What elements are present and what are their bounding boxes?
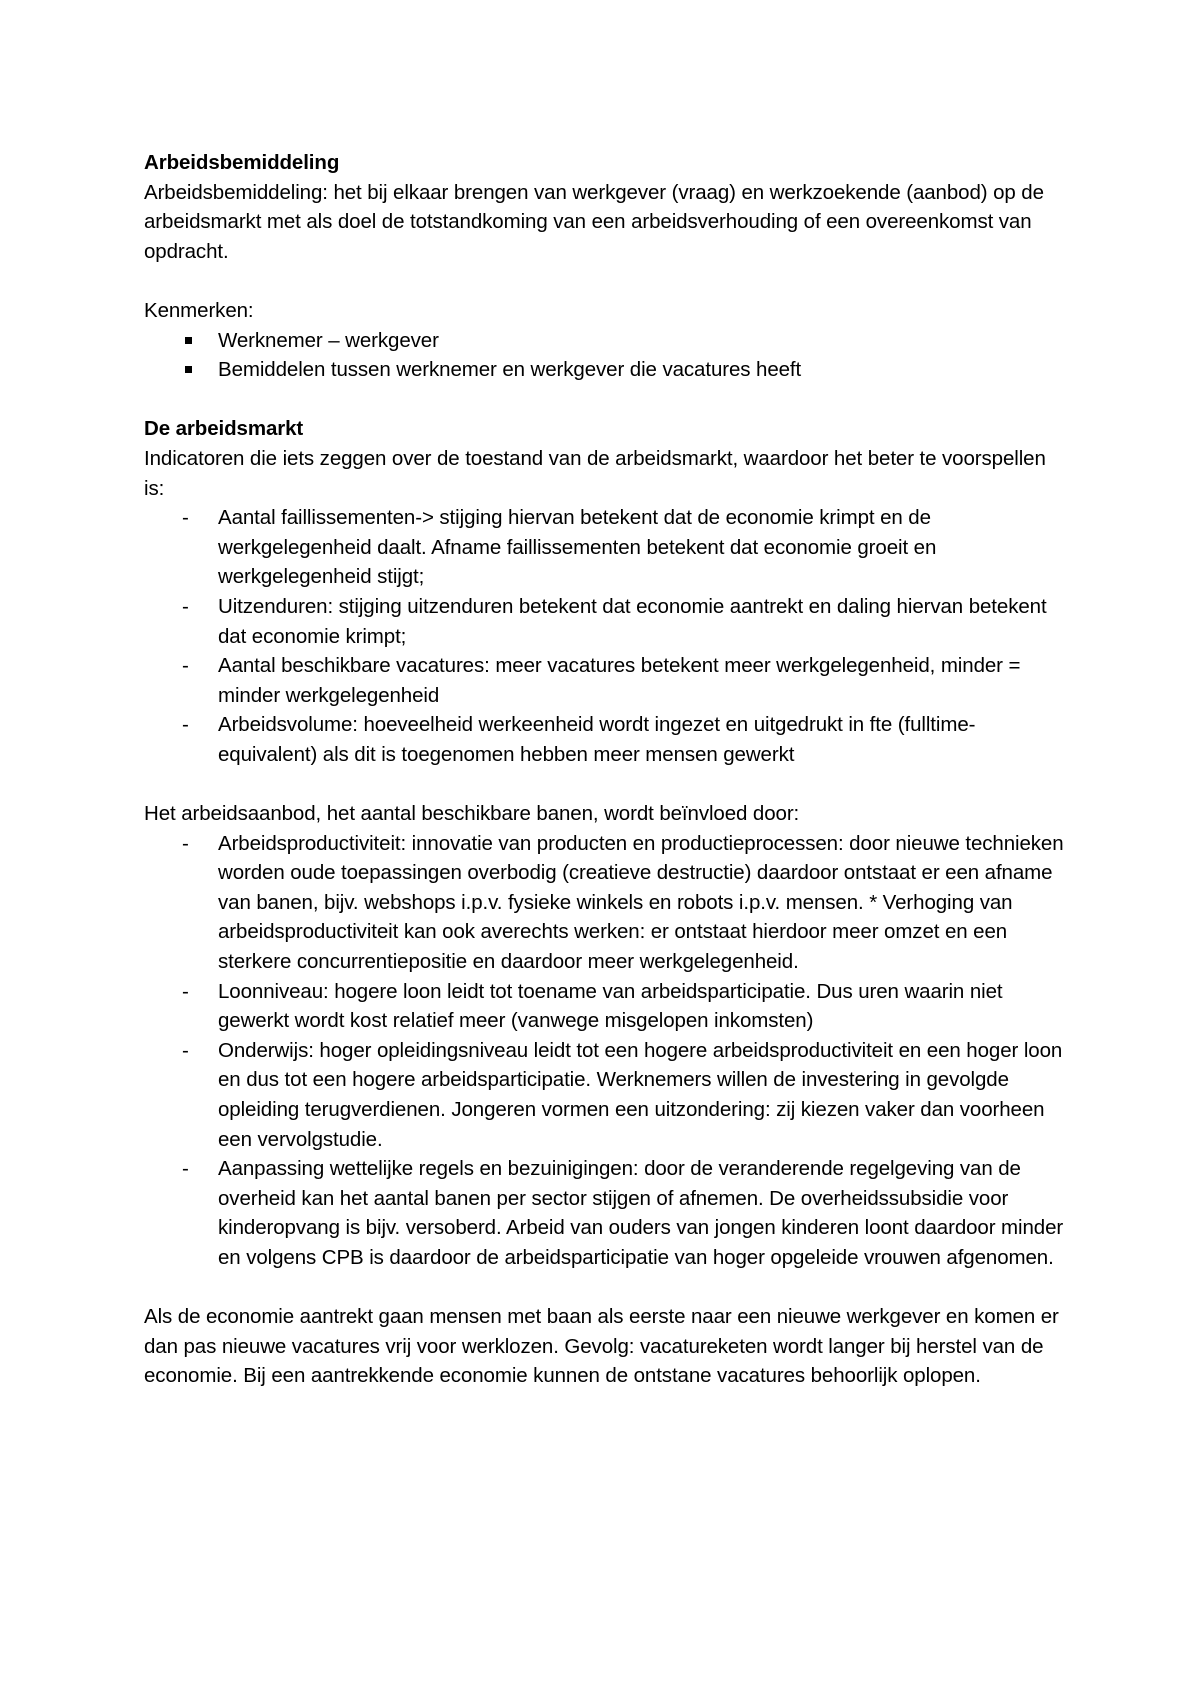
- list-item-text: Bemiddelen tussen werknemer en werkgever die vacatures heeft: [218, 358, 802, 382]
- kenmerken-label: Kenmerken:: [144, 298, 254, 322]
- dash-bullet: -: [182, 713, 189, 737]
- list-item-text: Uitzenduren: stijging uitzenduren betekent dat economie aantrekt en daling hiervan betekent dat economie krimpt;: [218, 594, 1047, 648]
- dash-bullet: -: [182, 1038, 189, 1062]
- list-item: [144, 326, 1064, 356]
- list-item-text: Loonniveau: hogere loon leidt tot toename van arbeidsparticipatie. Dus uren waarin niet gewerkt wordt kost relatief meer (vanwege misgelopen inkomsten): [218, 979, 1003, 1033]
- spacer: [144, 266, 1064, 296]
- definition-paragraph: Arbeidsbemiddeling: het bij elkaar brengen van werkgever (vraag) en werkzoekende (aanbod) op de arbeidsmarkt met als doel de totstandkoming van een arbeidsverhouding of een overeenkomst van opdracht.: [144, 180, 1044, 263]
- list-item-text: Werknemer – werkgever: [218, 328, 439, 352]
- list-item: [144, 503, 1064, 592]
- spacer: [144, 1273, 1064, 1303]
- list-item-text: Aantal beschikbare vacatures: meer vacatures betekent meer werkgelegenheid, minder = minder werkgelegenheid: [218, 654, 1021, 707]
- dash-bullet: -: [182, 831, 189, 855]
- dash-bullet: -: [182, 506, 189, 530]
- list-item-text: Aantal faillissementen-> stijging hiervan betekent dat de economie krimpt en de werkgelegenheid daalt. Afname faillissementen betekent dat economie groeit en werkgelegenheid stijgt;: [218, 506, 937, 589]
- square-bullet-icon: [185, 337, 192, 344]
- indicators-intro: Indicatoren die iets zeggen over de toestand van de arbeidsmarkt, waardoor het beter te voorspellen is:: [144, 446, 1046, 500]
- section-heading-arbeidsmarkt: De arbeidsmarkt: [144, 417, 304, 441]
- list-item: [144, 1036, 1064, 1154]
- list-item: [144, 592, 1064, 651]
- conclusion-paragraph: Als de economie aantrekt gaan mensen met baan als eerste naar een nieuwe werkgever en komen er dan pas nieuwe vacatures vrij voor werklozen. Gevolg: vacatureketen wordt langer bij herstel van de economie. Bij een aantrekkende economie kunnen de ontstane vacatures behoorlijk oplopen.: [144, 1305, 1059, 1388]
- dash-bullet: -: [182, 594, 189, 618]
- list-item: [144, 710, 1064, 769]
- list-item-text: Arbeidsproductiviteit: innovatie van producten en productieprocessen: door nieuwe technieken worden oude toepassingen overbodig (creatieve destructie) daardoor ontstaat er een afname van banen, bijv. webshops i.p.v. fysieke winkels en robots i.p.v. mensen. * Verhoging van arbeidsproductiviteit kan ook averechts werken: er ontstaat hierdoor meer omzet en een sterkere concurrentiepositie en daardoor meer werkgelegenheid.: [218, 831, 1064, 974]
- indicators-list: [144, 503, 1064, 769]
- spacer: [144, 385, 1064, 415]
- kenmerken-list: [144, 326, 1064, 385]
- list-item: [144, 829, 1064, 977]
- section-heading-arbeidsbemiddeling: Arbeidsbemiddeling: [144, 151, 340, 174]
- dash-bullet: -: [182, 654, 189, 678]
- list-item: [144, 977, 1064, 1036]
- square-bullet-icon: [185, 366, 192, 373]
- list-item: [144, 651, 1064, 710]
- document-page: [144, 148, 1064, 1391]
- list-item: [144, 355, 1064, 385]
- list-item-text: Aanpassing wettelijke regels en bezuinigingen: door de veranderende regelgeving van de overheid kan het aantal banen per sector stijgen of afnemen. De overheidssubsidie voor kinderopvang is bijv. versoberd. Arbeid van ouders van jongen kinderen loont daardoor minder en volgens CPB is daardoor de arbeidsparticipatie van hoger opgeleide vrouwen afgenomen.: [218, 1157, 1064, 1269]
- factors-list: [144, 829, 1064, 1273]
- list-item-text: Onderwijs: hoger opleidingsniveau leidt tot een hogere arbeidsproductiviteit en een hoger loon en dus tot een hogere arbeidsparticipatie. Werknemers willen de investering in gevolgde opleiding terugverdienen. Jongeren vormen een uitzondering: zij kiezen vaker dan voorheen een vervolgstudie.: [218, 1038, 1063, 1151]
- dash-bullet: -: [182, 979, 189, 1003]
- spacer: [144, 769, 1064, 799]
- arbeidsaanbod-intro: Het arbeidsaanbod, het aantal beschikbare banen, wordt beïnvloed door:: [144, 802, 800, 826]
- list-item-text: Arbeidsvolume: hoeveelheid werkeenheid wordt ingezet en uitgedrukt in fte (fulltime-equivalent) als dit is toegenomen hebben meer mensen gewerkt: [218, 713, 976, 766]
- list-item: [144, 1154, 1064, 1272]
- dash-bullet: -: [182, 1157, 189, 1181]
